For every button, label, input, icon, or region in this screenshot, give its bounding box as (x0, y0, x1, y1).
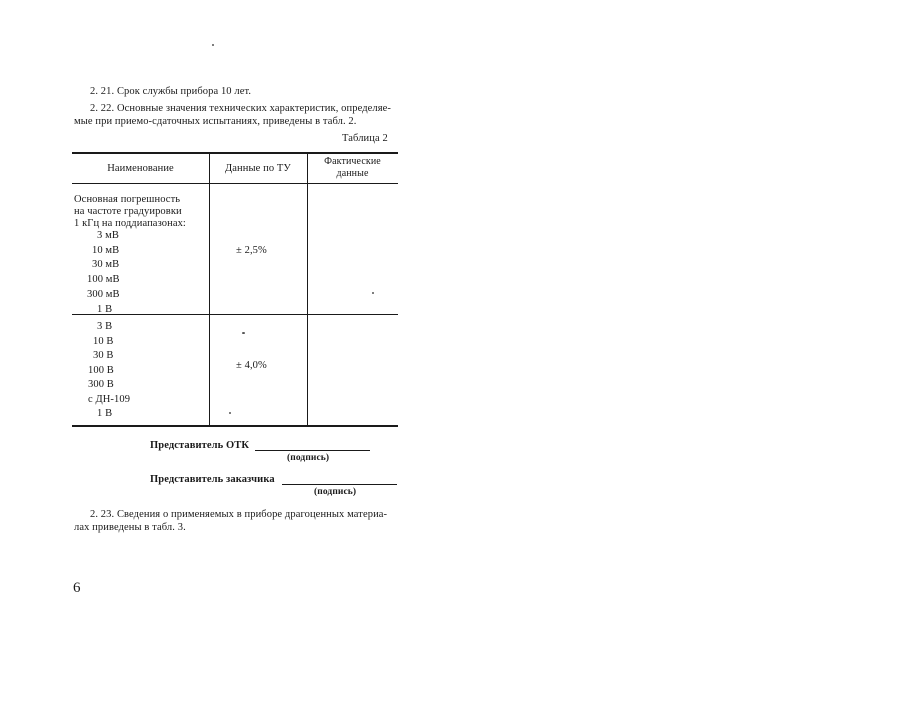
group1-spec-value: ± 2,5% (236, 245, 267, 256)
paragraph-2-21: 2. 21. Срок службы прибора 10 лет. (90, 86, 252, 97)
paragraph-2-22-line2: мые при приемо-сдаточных испытаниях, приведены в табл. 2. (74, 116, 357, 127)
customer-signature-caption: (подпись) (314, 487, 357, 497)
group1-range: 3 мВ (97, 230, 119, 241)
scan-speck (242, 332, 245, 334)
group2-range: 300 В (88, 379, 114, 390)
table-bottom-rule (72, 425, 398, 427)
scan-speck (229, 412, 231, 414)
group2-range: 3 В (97, 321, 113, 332)
customer-signature-line (282, 484, 397, 485)
table-caption: Таблица 2 (342, 133, 388, 144)
paragraph-2-22-line1: 2. 22. Основные значения технических характеристик, определяе- (90, 103, 392, 114)
group1-title-line3: 1 кГц на поддиапазонах: (74, 218, 186, 229)
group1-range: 10 мВ (92, 245, 120, 256)
paragraph-2-23-line2: лах приведены в табл. 3. (74, 522, 186, 533)
paragraph-2-23-line1: 2. 23. Сведения о применяемых в приборе драгоценных материа- (90, 509, 388, 520)
header-actual-line1: Фактические (324, 156, 381, 167)
group2-range: 30 В (93, 350, 114, 361)
table-column-divider-2 (307, 152, 308, 425)
group2-spec-value: ± 4,0% (236, 360, 267, 371)
table-top-rule (72, 152, 398, 154)
otk-signature-line (255, 450, 370, 451)
header-spec: Данные по ТУ (225, 163, 291, 174)
scan-speck (212, 44, 214, 46)
otk-signature-caption: (подпись) (287, 453, 330, 463)
page-number: 6 (73, 580, 81, 596)
scan-speck (372, 292, 374, 294)
header-actual-line2: данные (336, 168, 369, 179)
group1-range: 1 В (97, 304, 113, 315)
table-group-divider (72, 314, 398, 315)
group1-range: 100 мВ (87, 274, 120, 285)
group1-title-line1: Основная погрешность (74, 194, 181, 205)
group1-range: 300 мВ (87, 289, 120, 300)
table-column-divider-1 (209, 152, 210, 425)
group2-range: 10 В (93, 336, 114, 347)
group2-range: 1 В (97, 408, 113, 419)
group1-range: 30 мВ (92, 259, 120, 270)
table-header-rule (72, 183, 398, 184)
header-name: Наименование (107, 163, 174, 174)
group2-range: 100 В (88, 365, 114, 376)
otk-representative-label: Представитель ОТК (150, 440, 250, 451)
group1-title-line2: на частоте градуировки (74, 206, 182, 217)
group2-range: с ДН-109 (88, 394, 131, 405)
customer-representative-label: Представитель заказчика (150, 474, 275, 485)
